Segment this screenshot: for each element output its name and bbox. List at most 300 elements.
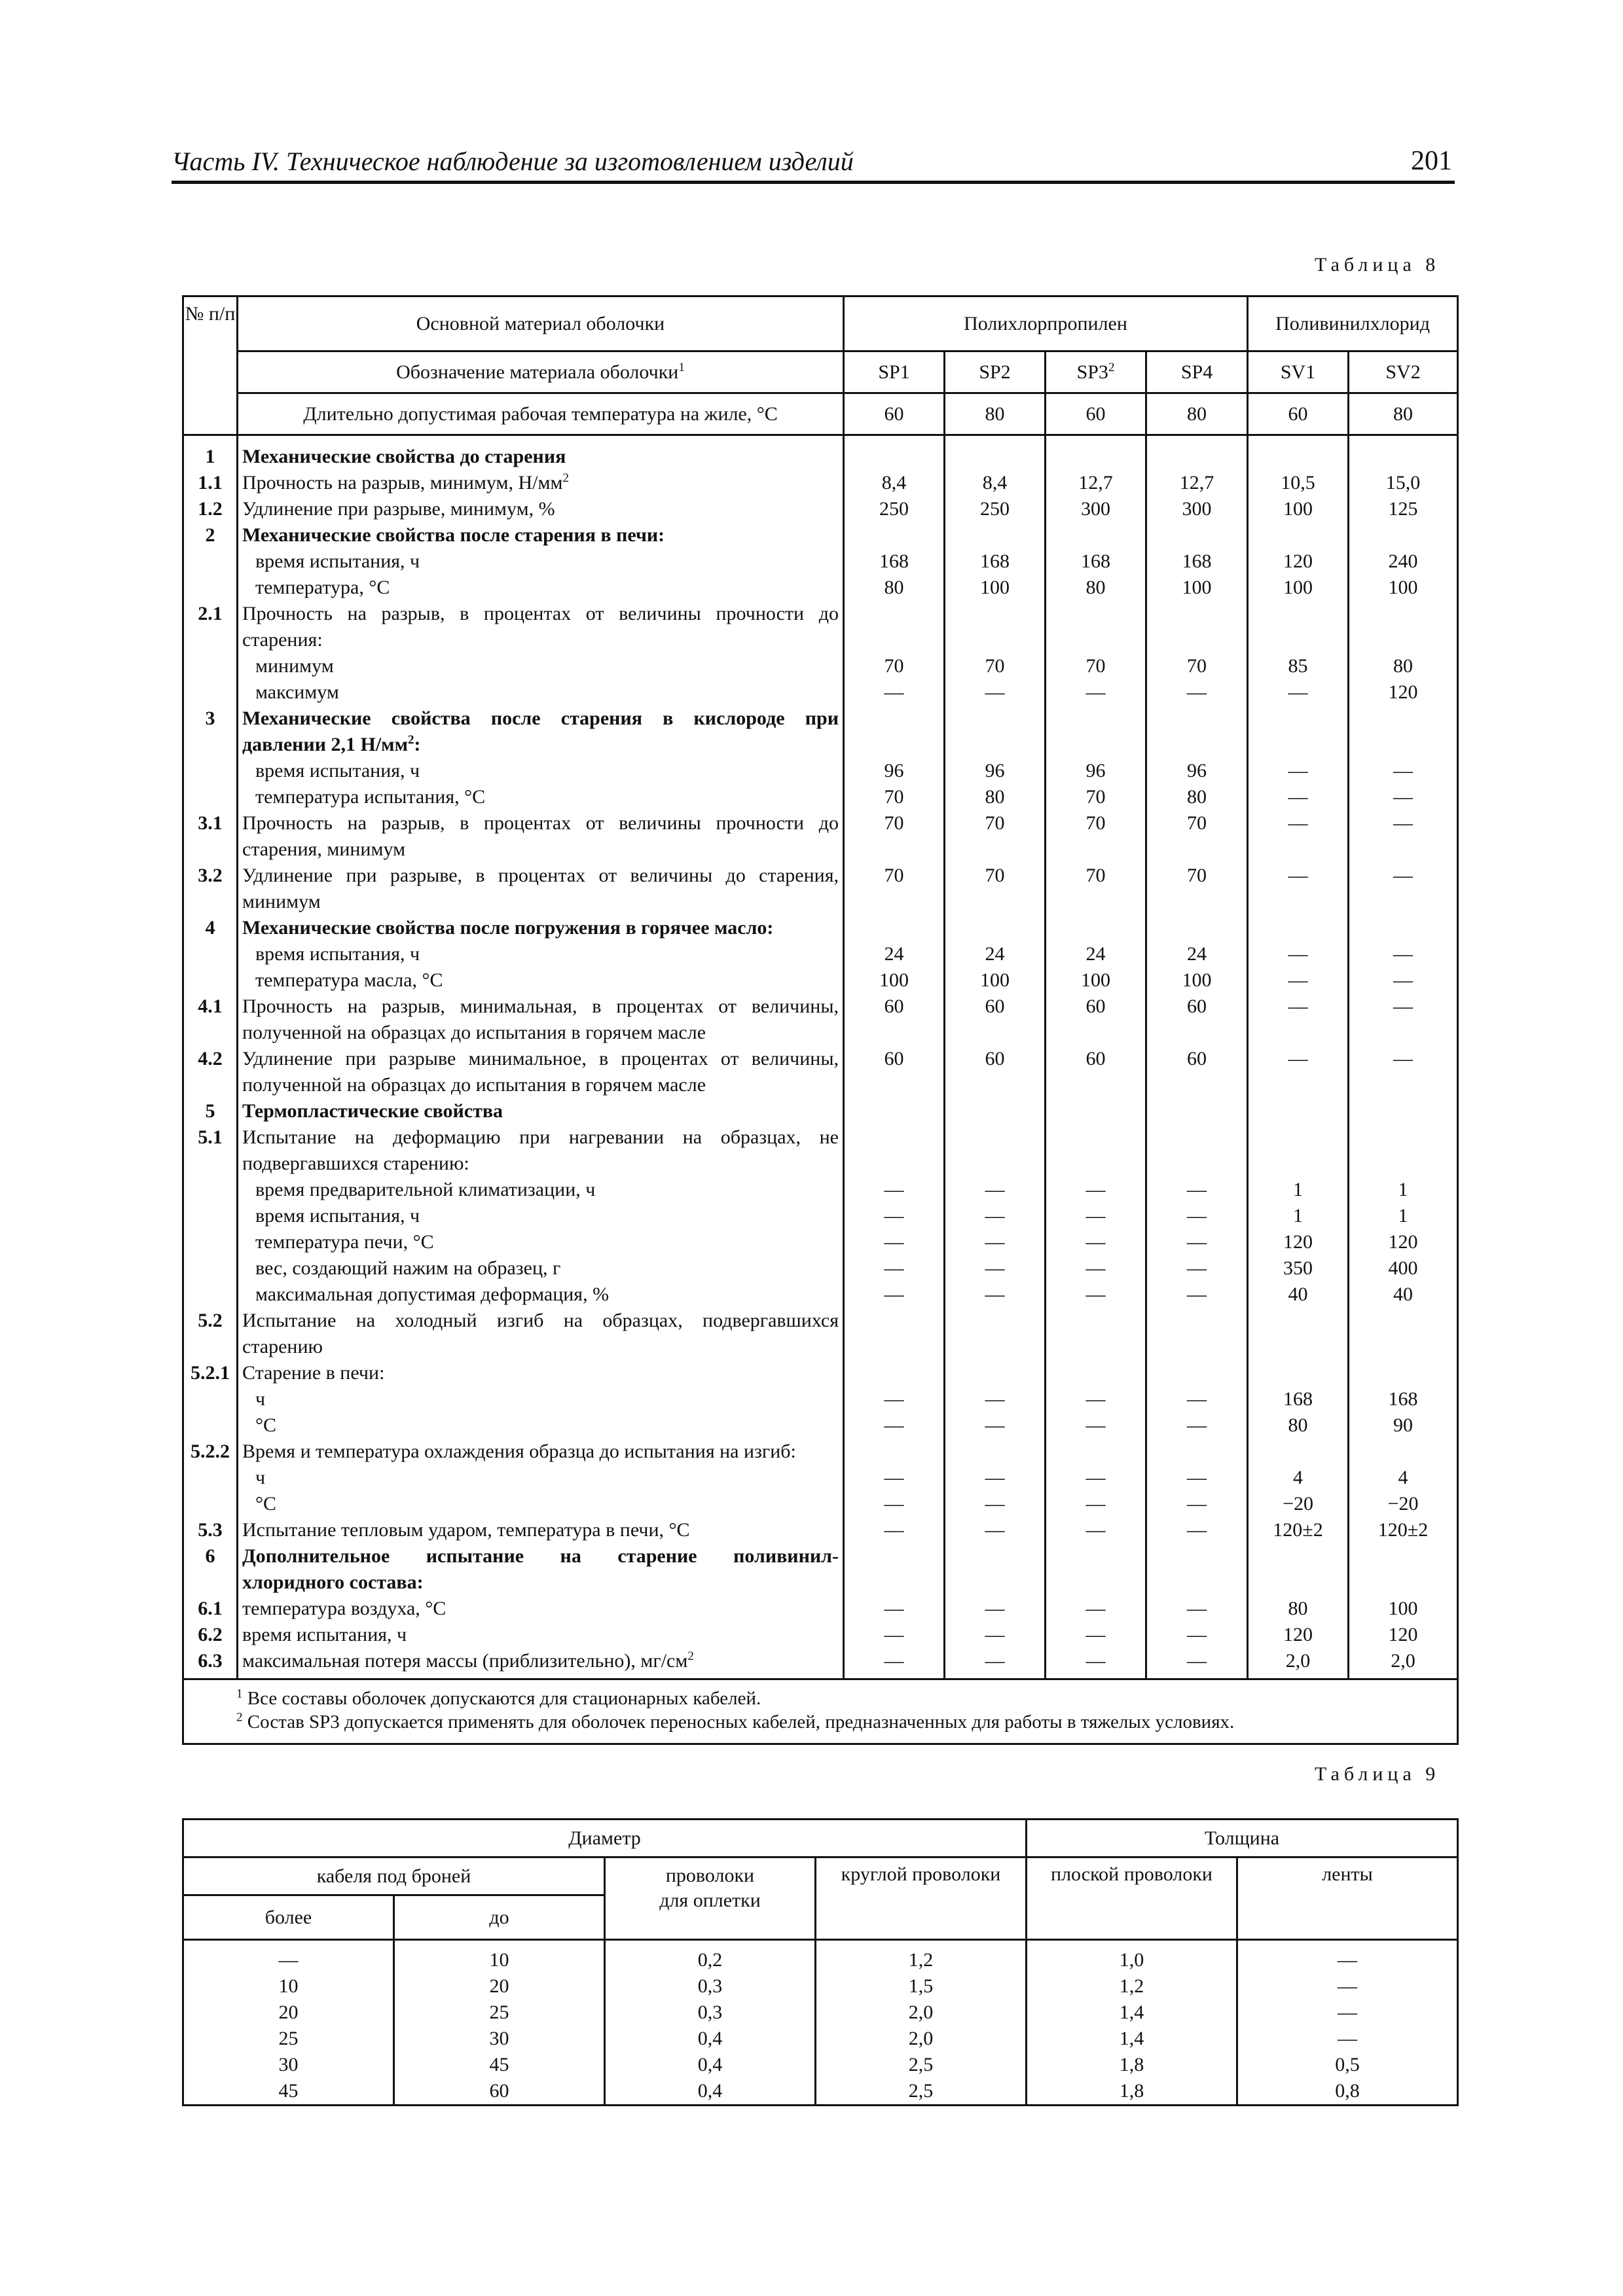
value-cell: 80	[884, 577, 904, 598]
value-cell: 70	[1187, 865, 1207, 886]
row-number	[184, 1020, 236, 1046]
value-cell: 350	[1283, 1257, 1313, 1279]
value-cell: 100	[1182, 969, 1212, 991]
value-cell	[1249, 1308, 1347, 1334]
value-cell: 400	[1388, 1257, 1418, 1279]
value-cell	[1147, 1098, 1247, 1124]
value-cell	[945, 889, 1044, 915]
value-cell: 2,5	[816, 2078, 1027, 2106]
header-braid-wire: проволоки для оплетки	[605, 1857, 816, 1940]
value-cell	[1147, 1308, 1247, 1334]
value-cell: 168	[1182, 550, 1212, 572]
value-cell: 60	[985, 996, 1005, 1017]
row-number	[184, 1072, 236, 1098]
value-cell: 250	[980, 498, 1010, 520]
value-cell: 80	[985, 786, 1005, 808]
value-cell	[845, 1439, 943, 1465]
value-cell	[1249, 1072, 1347, 1098]
value-cell: 125	[1388, 498, 1418, 520]
value-cell: —	[1085, 1598, 1106, 1619]
value-cell	[1046, 1543, 1145, 1570]
row-description: Испытание на холодный изгиб на образцах, подвергавшихся	[242, 1310, 839, 1331]
row-description: минимум	[255, 655, 334, 677]
value-cell	[1046, 1151, 1145, 1177]
value-cell: —	[884, 1650, 904, 1672]
row-description: Термопластические свойства	[242, 1100, 503, 1122]
value-cell: 24	[1187, 943, 1207, 965]
value-cell: 0,3	[605, 1973, 816, 2000]
value-cell	[945, 706, 1044, 732]
value-cell	[1349, 601, 1457, 627]
value-cell: —	[985, 1283, 1005, 1305]
value-cell: —	[1187, 1624, 1207, 1645]
value-cell: 1,0	[1027, 1940, 1237, 1974]
value-cell	[845, 1098, 943, 1124]
value-cell: 100	[980, 577, 1010, 598]
value-cell: —	[1187, 681, 1207, 703]
row-description: Механические свойства после погружения в горячее масло:	[242, 917, 774, 939]
row-header-temperature: Длительно допустимая рабочая температура на жиле, °С	[238, 393, 844, 435]
value-cell	[845, 836, 943, 863]
value-cell: —	[1085, 1205, 1106, 1227]
row-number: 6.3	[198, 1650, 223, 1672]
value-cell	[945, 1334, 1044, 1360]
value-cell: —	[985, 1205, 1005, 1227]
col-header-base-material: Основной материал оболочки	[238, 296, 844, 351]
row-description: время испытания, ч	[255, 760, 420, 781]
value-cell	[1249, 1124, 1347, 1151]
value-cell	[1249, 706, 1347, 732]
row-number: 4.2	[198, 1048, 223, 1069]
value-cell	[1147, 915, 1247, 941]
value-cell: 1,5	[816, 1973, 1027, 2000]
value-cell: —	[1288, 760, 1308, 781]
row-number	[184, 1412, 236, 1439]
row-number: 1.2	[198, 498, 223, 520]
value-cell: 2,0	[816, 2000, 1027, 2026]
value-cell: 60	[1085, 1048, 1106, 1069]
value-cell: —	[985, 1231, 1005, 1253]
value-cell	[1349, 627, 1457, 653]
value-cell: 25	[183, 2026, 394, 2052]
value-cell	[1147, 627, 1247, 653]
row-number: 3	[205, 708, 215, 729]
row-description: вес, создающий нажим на образец, г	[255, 1257, 561, 1279]
value-cell	[1147, 1124, 1247, 1151]
value-cell: 70	[1085, 786, 1106, 808]
value-cell: 45	[183, 2078, 394, 2106]
value-cell: —	[1187, 1283, 1207, 1305]
value-cell: 12,7	[1078, 472, 1113, 493]
value-cell: 1,4	[1027, 2000, 1237, 2026]
value-cell: 70	[985, 865, 1005, 886]
value-cell: —	[1187, 1467, 1207, 1488]
temp-value: 60	[1046, 393, 1146, 435]
row-description: старения:	[242, 629, 323, 651]
value-cell	[1147, 1072, 1247, 1098]
value-cell: 1,8	[1027, 2052, 1237, 2078]
value-cell: —	[1085, 1650, 1106, 1672]
value-cell: —	[985, 1388, 1005, 1410]
value-cell: 80	[1393, 655, 1413, 677]
value-cell: 25	[394, 2000, 605, 2026]
row-description: Удлинение при разрыве, минимум, %	[242, 498, 555, 520]
value-cell	[1349, 706, 1457, 732]
value-cell	[845, 1543, 943, 1570]
value-cell: —	[1393, 812, 1413, 834]
row-number: 1	[205, 446, 215, 467]
value-cell	[1249, 1098, 1347, 1124]
values-sv2-column	[1349, 435, 1458, 1679]
row-number	[184, 1255, 236, 1282]
value-cell: —	[1393, 865, 1413, 886]
value-cell	[1046, 915, 1145, 941]
values-sp1-column	[844, 435, 945, 1679]
row-number: 1.1	[198, 472, 223, 493]
value-cell	[945, 1439, 1044, 1465]
value-cell	[945, 1308, 1044, 1334]
value-cell	[1147, 889, 1247, 915]
value-cell: −20	[1283, 1493, 1313, 1515]
value-cell: —	[1085, 681, 1106, 703]
value-cell: —	[1288, 786, 1308, 808]
value-cell: —	[985, 1624, 1005, 1645]
value-cell	[845, 1020, 943, 1046]
value-cell	[1249, 627, 1347, 653]
value-cell: 12,7	[1179, 472, 1214, 493]
value-cell: 70	[1085, 865, 1106, 886]
col-header-sp1: SP1	[844, 351, 945, 393]
value-cell: —	[1393, 969, 1413, 991]
row-description: °С	[255, 1414, 277, 1436]
value-cell: 4	[1398, 1467, 1408, 1488]
value-cell	[845, 889, 943, 915]
row-number: 5.3	[198, 1519, 223, 1541]
value-cell: —	[985, 1414, 1005, 1436]
value-cell: 24	[884, 943, 904, 965]
row-number: 3.2	[198, 865, 223, 886]
row-description: Механические свойства после старения в кислороде при	[242, 708, 839, 729]
table-row	[183, 1973, 1458, 2000]
value-cell	[1349, 1308, 1457, 1334]
row-numbers-column	[183, 435, 238, 1679]
value-cell: —	[1288, 865, 1308, 886]
value-cell: —	[1085, 1493, 1106, 1515]
row-number	[184, 653, 236, 679]
value-cell: 60	[1085, 996, 1106, 1017]
value-cell	[1147, 1151, 1247, 1177]
value-cell: 80	[1288, 1414, 1308, 1436]
row-number	[184, 1203, 236, 1229]
value-cell: —	[1187, 1257, 1207, 1279]
group-header-polychloropropylene: Полихлорпропилен	[844, 296, 1248, 351]
row-number	[184, 758, 236, 784]
value-cell: 0,4	[605, 2052, 816, 2078]
row-description: °С	[255, 1493, 277, 1515]
value-cell	[1249, 1020, 1347, 1046]
value-cell: 85	[1288, 655, 1308, 677]
page-number: 201	[1411, 146, 1452, 176]
value-cell: —	[884, 1493, 904, 1515]
row-description: температура масла, °С	[255, 969, 443, 991]
value-cell	[845, 627, 943, 653]
value-cell	[1249, 915, 1347, 941]
value-cell: 1	[1293, 1179, 1304, 1200]
row-number	[184, 1386, 236, 1412]
row-description: температура печи, °С	[255, 1231, 434, 1253]
value-cell	[1046, 522, 1145, 548]
value-cell: 90	[1393, 1414, 1413, 1436]
value-cell	[1249, 1151, 1347, 1177]
value-cell	[945, 732, 1044, 758]
value-cell: 20	[183, 2000, 394, 2026]
value-cell: —	[1237, 1973, 1458, 2000]
value-cell: —	[884, 1598, 904, 1619]
row-description: хлоридного состава:	[242, 1571, 424, 1593]
value-cell: 100	[1388, 577, 1418, 598]
value-cell	[845, 444, 943, 470]
value-cell	[1147, 732, 1247, 758]
value-cell: 60	[884, 1048, 904, 1069]
row-description: время испытания, ч	[255, 1205, 420, 1227]
table8-caption: Таблица 8	[1315, 254, 1440, 276]
row-number	[184, 967, 236, 994]
row-number	[184, 1465, 236, 1491]
footnote-2: $^2$ Состав SP3 допускается применять для оболочек переносных кабелей, предназначенных для работы в тяжелых условиях.	[236, 1710, 1235, 1732]
value-cell: 40	[1393, 1283, 1413, 1305]
value-cell	[1046, 1308, 1145, 1334]
value-cell: 20	[394, 1973, 605, 2000]
row-description: Механические свойства до старения	[242, 446, 566, 467]
row-number: 5.2.2	[191, 1441, 230, 1462]
row-description: минимум	[242, 891, 321, 912]
value-cell	[945, 522, 1044, 548]
row-number: 2	[205, 524, 215, 546]
value-cell	[1249, 1543, 1347, 1570]
value-cell	[845, 601, 943, 627]
row-description: Удлинение при разрыве минимальное, в процентах от величины,	[242, 1048, 839, 1069]
col-header-sv1: SV1	[1248, 351, 1349, 393]
value-cell	[845, 706, 943, 732]
row-number	[184, 836, 236, 863]
value-cell	[845, 915, 943, 941]
value-cell: —	[884, 1179, 904, 1200]
value-cell	[845, 1570, 943, 1596]
col-header-sv2: SV2	[1349, 351, 1458, 393]
value-cell	[1046, 627, 1145, 653]
row-number	[184, 889, 236, 915]
value-cell: —	[1187, 1414, 1207, 1436]
value-cell	[845, 522, 943, 548]
row-number	[184, 679, 236, 706]
header-thickness: Толщина	[1027, 1820, 1458, 1857]
value-cell	[1349, 1124, 1457, 1151]
table-9	[182, 1818, 1459, 2106]
value-cell	[1147, 1439, 1247, 1465]
value-cell	[945, 836, 1044, 863]
value-cell: —	[1085, 1283, 1106, 1305]
value-cell: 0,8	[1237, 2078, 1458, 2106]
value-cell	[1249, 522, 1347, 548]
value-cell: —	[1187, 1179, 1207, 1200]
value-cell: 40	[1288, 1283, 1308, 1305]
value-cell: —	[1393, 1048, 1413, 1069]
value-cell	[1249, 1439, 1347, 1465]
value-cell	[1046, 706, 1145, 732]
value-cell: —	[1288, 969, 1308, 991]
value-cell	[1147, 836, 1247, 863]
value-cell: 70	[985, 812, 1005, 834]
value-cell	[1349, 522, 1457, 548]
value-cell: 80	[1187, 786, 1207, 808]
values-sp3-column	[1046, 435, 1146, 1679]
value-cell: 80	[1085, 577, 1106, 598]
value-cell: 60	[1187, 1048, 1207, 1069]
value-cell: 24	[985, 943, 1005, 965]
value-cell	[1349, 889, 1457, 915]
value-cell: 70	[884, 655, 904, 677]
value-cell: 2,0	[1391, 1650, 1415, 1672]
row-description: Старение в печи:	[242, 1362, 385, 1384]
row-number	[184, 1491, 236, 1517]
value-cell: 100	[1081, 969, 1110, 991]
value-cell: 300	[1182, 498, 1212, 520]
value-cell: 168	[1388, 1388, 1418, 1410]
value-cell: 1,2	[816, 1940, 1027, 1974]
value-cell: 168	[879, 550, 909, 572]
value-cell: —	[985, 1467, 1005, 1488]
row-description: время испытания, ч	[255, 550, 420, 572]
value-cell: 120±2	[1273, 1519, 1323, 1541]
value-cell	[1046, 1098, 1145, 1124]
value-cell	[1147, 1020, 1247, 1046]
value-cell	[1249, 1334, 1347, 1360]
table-8	[182, 295, 1459, 1745]
values-sp4-column	[1146, 435, 1248, 1679]
value-cell: —	[1187, 1650, 1207, 1672]
value-cell: 0,4	[605, 2026, 816, 2052]
value-cell	[1046, 1020, 1145, 1046]
temp-value: 80	[1146, 393, 1248, 435]
value-cell: 70	[1187, 812, 1207, 834]
value-cell: 96	[985, 760, 1005, 781]
value-cell	[845, 1124, 943, 1151]
value-cell	[945, 1072, 1044, 1098]
value-cell	[1249, 601, 1347, 627]
value-cell	[1349, 1098, 1457, 1124]
value-cell: 1	[1398, 1179, 1408, 1200]
value-cell	[945, 627, 1044, 653]
value-cell: —	[884, 1257, 904, 1279]
value-cell	[1249, 836, 1347, 863]
value-cell: 120	[1283, 1624, 1313, 1645]
value-cell: 120	[1388, 681, 1418, 703]
value-cell: —	[1187, 1231, 1207, 1253]
value-cell: 168	[980, 550, 1010, 572]
row-number	[184, 1570, 236, 1596]
value-cell: —	[884, 1624, 904, 1645]
value-cell: —	[1085, 1179, 1106, 1200]
row-description: полученной на образцах до испытания в горячем масле	[242, 1074, 706, 1096]
value-cell: 0,2	[605, 1940, 816, 1974]
row-number	[184, 1282, 236, 1308]
value-cell	[845, 1360, 943, 1386]
row-description: давлении 2,1 $Н/мм^2$:	[242, 733, 421, 755]
value-cell: 0,4	[605, 2078, 816, 2106]
value-cell: 60	[1187, 996, 1207, 1017]
table-row	[183, 2078, 1458, 2106]
value-cell	[1046, 732, 1145, 758]
row-number: 5.2.1	[191, 1362, 230, 1384]
row-description: температура, °С	[255, 577, 390, 598]
value-cell: —	[1085, 1257, 1106, 1279]
value-cell: —	[1237, 1940, 1458, 1974]
values-sv1-column	[1248, 435, 1349, 1679]
value-cell	[1249, 1360, 1347, 1386]
value-cell: 168	[1081, 550, 1110, 572]
value-cell: 30	[183, 2052, 394, 2078]
value-cell: —	[183, 1940, 394, 1974]
value-cell	[845, 1334, 943, 1360]
value-cell: —	[1393, 943, 1413, 965]
value-cell: —	[985, 1519, 1005, 1541]
value-cell: —	[1085, 1388, 1106, 1410]
value-cell: 60	[884, 996, 904, 1017]
value-cell: 60	[394, 2078, 605, 2106]
row-description: Дополнительное испытание на старение поливинил-	[242, 1545, 839, 1567]
value-cell: —	[1237, 2026, 1458, 2052]
row-description: время испытания, ч	[255, 943, 420, 965]
row-description: Механические свойства после старения в печи:	[242, 524, 665, 546]
value-cell: —	[884, 1205, 904, 1227]
value-cell	[1046, 1360, 1145, 1386]
value-cell: 70	[1085, 655, 1106, 677]
value-cell: 70	[884, 812, 904, 834]
value-cell: 70	[884, 786, 904, 808]
value-cell	[945, 1360, 1044, 1386]
value-cell: 80	[1288, 1598, 1308, 1619]
value-cell: —	[1288, 996, 1308, 1017]
row-description: подвергавшихся старению:	[242, 1153, 469, 1174]
row-number: 4	[205, 917, 215, 939]
value-cell: 240	[1388, 550, 1418, 572]
row-descriptions-column	[238, 435, 844, 1679]
value-cell	[845, 1308, 943, 1334]
value-cell: 2,0	[816, 2026, 1027, 2052]
table9-caption: Таблица 9	[1315, 1763, 1440, 1785]
row-number: 6.1	[198, 1598, 223, 1619]
value-cell: 120	[1283, 550, 1313, 572]
value-cell: 4	[1293, 1467, 1304, 1488]
value-cell: 96	[884, 760, 904, 781]
value-cell: 1	[1293, 1205, 1304, 1227]
value-cell: —	[1288, 681, 1308, 703]
value-cell	[1349, 1439, 1457, 1465]
value-cell: —	[884, 1231, 904, 1253]
value-cell: —	[1085, 1624, 1106, 1645]
value-cell: 96	[1085, 760, 1106, 781]
value-cell: 1	[1398, 1205, 1408, 1227]
value-cell: 168	[1283, 1388, 1313, 1410]
value-cell	[945, 1020, 1044, 1046]
value-cell	[1147, 522, 1247, 548]
value-cell	[945, 1124, 1044, 1151]
value-cell: —	[1288, 943, 1308, 965]
value-cell	[1249, 1570, 1347, 1596]
header-diameter: Диаметр	[183, 1820, 1027, 1857]
row-number: 2.1	[198, 603, 223, 624]
row-number: 5	[205, 1100, 215, 1122]
